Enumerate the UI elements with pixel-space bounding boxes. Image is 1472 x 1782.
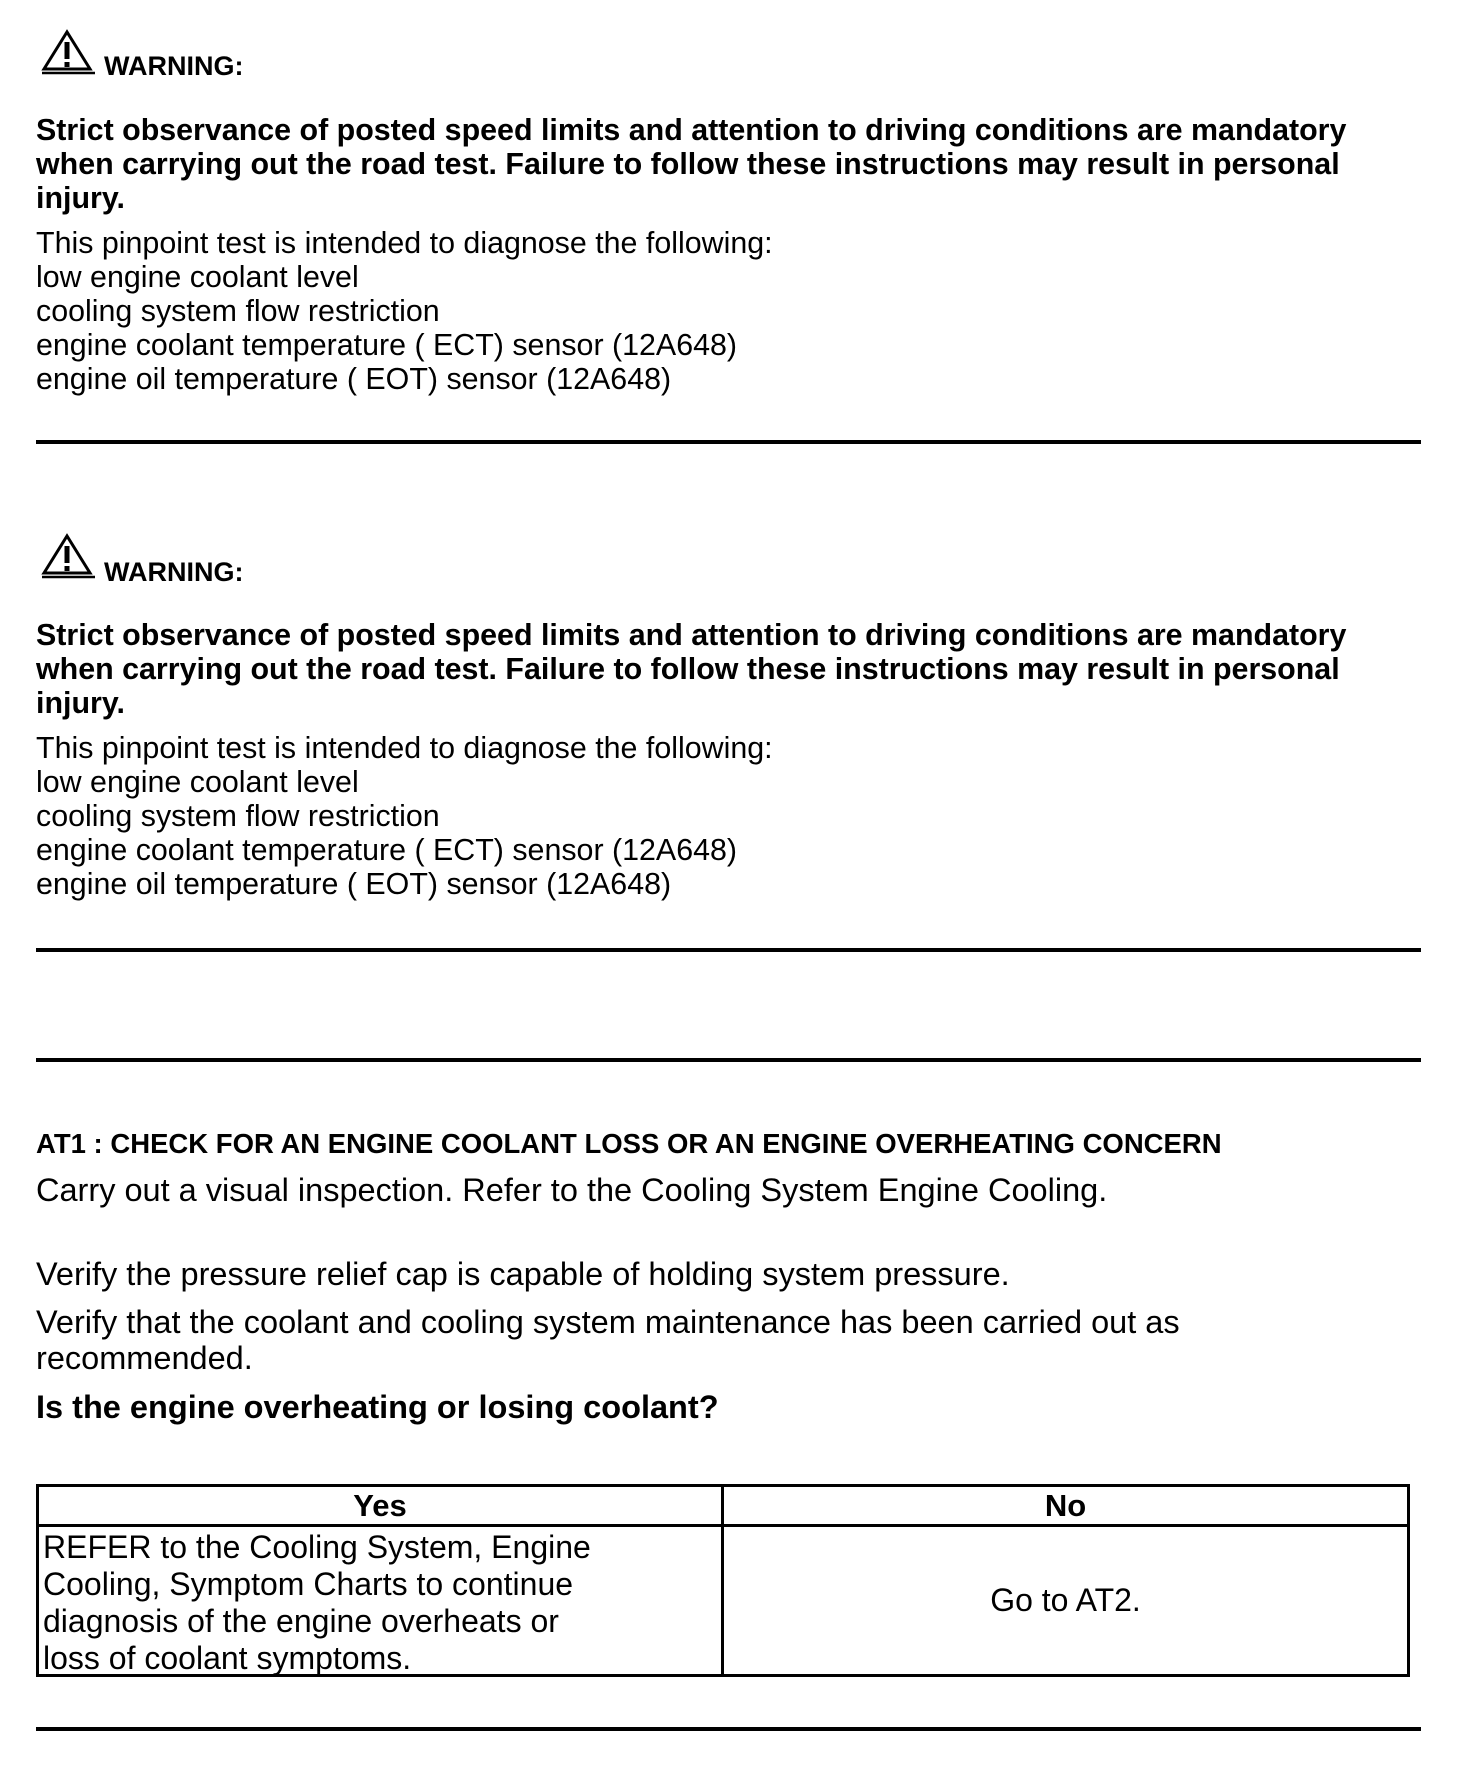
table-cell-yes-line: loss of coolant symptoms. bbox=[43, 1640, 412, 1676]
step-heading: AT1 : CHECK FOR AN ENGINE COOLANT LOSS OR AN ENGINE OVERHEATING CONCERN bbox=[36, 1128, 1222, 1159]
diagnosis-item: cooling system flow restriction bbox=[36, 294, 440, 328]
table-cell-no-text: Go to AT2. bbox=[990, 1582, 1141, 1618]
diagnosis-item: cooling system flow restriction bbox=[36, 799, 440, 833]
warning-message-line: when carrying out the road test. Failure to follow these instructions may result in personal bbox=[36, 652, 1340, 686]
warning-label: WARNING: bbox=[104, 557, 244, 587]
table-cell-yes-line: diagnosis of the engine overheats or bbox=[43, 1603, 559, 1639]
warning-message-line: injury. bbox=[36, 686, 125, 720]
diagnosis-item: engine oil temperature ( EOT) sensor (12A648) bbox=[36, 867, 672, 901]
table-cell-yes bbox=[43, 1529, 591, 1677]
table-header-yes: Yes bbox=[353, 1488, 407, 1523]
instruction-maintenance-line: Verify that the coolant and cooling system maintenance has been carried out as bbox=[36, 1304, 1180, 1340]
instruction-maintenance-line: recommended. bbox=[36, 1340, 253, 1376]
instruction-visual-inspection: Carry out a visual inspection. Refer to the Cooling System Engine Cooling. bbox=[36, 1172, 1108, 1208]
diagnosis-item: engine oil temperature ( EOT) sensor (12A648) bbox=[36, 362, 672, 396]
diagnosis-item: low engine coolant level bbox=[36, 765, 359, 799]
table-cell-yes-line: Cooling, Symptom Charts to continue bbox=[43, 1566, 574, 1602]
warning-message-line: Strict observance of posted speed limits and attention to driving conditions are mandatory bbox=[36, 618, 1347, 652]
warning-label: WARNING: bbox=[104, 51, 244, 81]
diagnosis-intro: This pinpoint test is intended to diagnose the following: bbox=[36, 731, 773, 765]
table-header-no: No bbox=[1044, 1488, 1087, 1523]
instruction-pressure-cap: Verify the pressure relief cap is capable of holding system pressure. bbox=[36, 1256, 1010, 1292]
diagnosis-intro: This pinpoint test is intended to diagnose the following: bbox=[36, 226, 773, 260]
warning-message-line: Strict observance of posted speed limits and attention to driving conditions are mandatory bbox=[36, 113, 1347, 147]
instruction-maintenance bbox=[36, 1304, 1180, 1376]
table-cell-no bbox=[724, 1527, 1407, 1674]
table-cell-yes-line: REFER to the Cooling System, Engine bbox=[43, 1529, 591, 1565]
warning-message-line: injury. bbox=[36, 181, 125, 215]
step-question: Is the engine overheating or losing coolant? bbox=[36, 1389, 719, 1425]
section-divider bbox=[36, 1727, 1421, 1731]
diagnosis-item: engine coolant temperature ( ECT) sensor (12A648) bbox=[36, 328, 738, 362]
diagnosis-item: engine coolant temperature ( ECT) sensor (12A648) bbox=[36, 833, 738, 867]
diagnosis-item: low engine coolant level bbox=[36, 260, 359, 294]
warning-message-line: when carrying out the road test. Failure to follow these instructions may result in personal bbox=[36, 147, 1340, 181]
